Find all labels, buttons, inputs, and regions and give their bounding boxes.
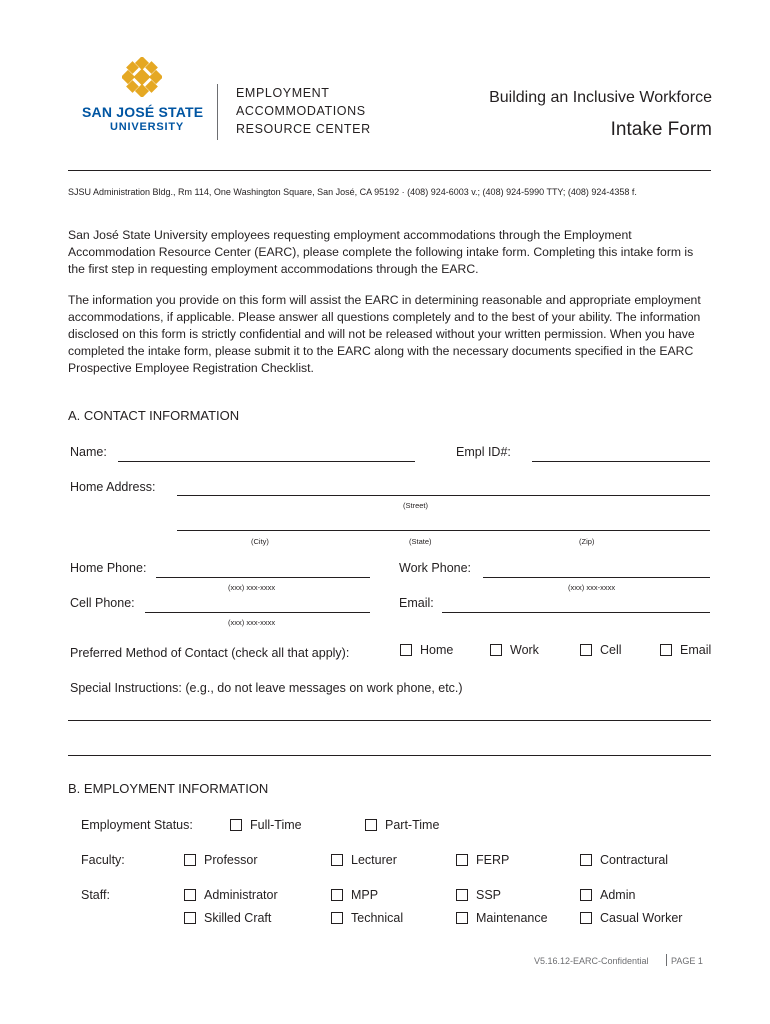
state-hint: (State) xyxy=(409,537,432,546)
cell-phone-hint: (xxx) xxx-xxxx xyxy=(228,618,276,627)
intro-paragraph-1: San José State University employees requesting employment accommodations through the Employment Accommodation Resource Center (EARC), please complete the following intake form. Completing this intake form is the first step in requesting employment accommodations through the EARC. xyxy=(68,228,694,276)
mpp-checkbox[interactable] xyxy=(331,888,378,902)
checkbox-box[interactable] xyxy=(230,819,242,831)
checkbox-label: Part-Time xyxy=(385,818,440,832)
checkbox-label: Admin xyxy=(600,888,636,902)
checkbox-box[interactable] xyxy=(580,912,592,924)
street-field[interactable] xyxy=(177,495,710,496)
special-instructions-line-2[interactable] xyxy=(68,755,711,756)
form-title: Intake Form xyxy=(610,119,712,140)
page-number: PAGE 1 xyxy=(671,956,703,966)
checkbox-label: Work xyxy=(510,643,539,657)
checkbox-label: Skilled Craft xyxy=(204,911,272,925)
checkbox-box[interactable] xyxy=(580,854,592,866)
logo-university-sub: UNIVERSITY xyxy=(110,121,185,133)
special-instructions-label: Special Instructions: (e.g., do not leave messages on work phone, etc.) xyxy=(70,681,463,695)
footer-divider xyxy=(666,954,667,966)
checkbox-box[interactable] xyxy=(456,854,468,866)
casual-worker-checkbox[interactable] xyxy=(580,911,682,925)
name-field[interactable] xyxy=(118,461,415,462)
work-phone-label: Work Phone: xyxy=(399,561,472,575)
checkbox-label: Cell xyxy=(600,643,622,657)
contact-work-checkbox[interactable] xyxy=(490,643,539,657)
skilled-craft-checkbox[interactable] xyxy=(184,911,271,925)
employment-status-label: Employment Status: xyxy=(81,818,193,832)
administrator-checkbox[interactable] xyxy=(184,888,278,902)
work-phone-hint: (xxx) xxx-xxxx xyxy=(568,583,616,592)
professor-checkbox[interactable] xyxy=(184,853,258,867)
home-phone-field[interactable] xyxy=(156,577,370,578)
contractural-checkbox[interactable] xyxy=(580,853,668,867)
earc-name-line-2: ACCOMMODATIONS xyxy=(236,104,366,118)
cell-phone-label: Cell Phone: xyxy=(70,596,135,610)
header-title: Building an Inclusive Workforce xyxy=(489,89,712,106)
contact-email-checkbox[interactable] xyxy=(660,643,711,657)
checkbox-box[interactable] xyxy=(580,889,592,901)
checkbox-box[interactable] xyxy=(331,854,343,866)
checkbox-box[interactable] xyxy=(184,889,196,901)
checkbox-box[interactable] xyxy=(456,889,468,901)
logo-divider xyxy=(217,84,218,140)
header-divider xyxy=(68,170,711,171)
empl-id-label: Empl ID#: xyxy=(456,445,511,459)
staff-label: Staff: xyxy=(81,888,110,902)
contact-home-checkbox[interactable] xyxy=(400,643,453,657)
special-instructions-line-1[interactable] xyxy=(68,720,711,721)
checkbox-label: Home xyxy=(420,643,454,657)
part-time-checkbox[interactable] xyxy=(365,818,439,832)
ferp-checkbox[interactable] xyxy=(456,853,509,867)
zip-hint: (Zip) xyxy=(579,537,595,546)
checkbox-box[interactable] xyxy=(490,644,502,656)
empl-id-field[interactable] xyxy=(532,461,710,462)
checkbox-label: Full-Time xyxy=(250,818,302,832)
checkbox-box[interactable] xyxy=(456,912,468,924)
checkbox-label: Email xyxy=(680,643,712,657)
checkbox-box[interactable] xyxy=(331,889,343,901)
contact-cell-checkbox[interactable] xyxy=(580,643,622,657)
checkbox-label: Lecturer xyxy=(351,853,397,867)
home-address-label: Home Address: xyxy=(70,480,156,494)
checkbox-label: Professor xyxy=(204,853,258,867)
checkbox-label: FERP xyxy=(476,853,510,867)
checkbox-box[interactable] xyxy=(400,644,412,656)
checkbox-label: Administrator xyxy=(204,888,278,902)
sjsu-logo-icon xyxy=(122,57,162,97)
intro-paragraph-2: The information you provide on this form will assist the EARC in determining reasonable and appropriate employment accommodations, if applicable. Please answer all questions completely and to the best of your ability. The information disclosed on this form is strictly confidential and will not be released without your written permission. When you have completed the intake form, please submit it to the EARC along with the necessary documents specified in the EARC Prospective Employee Registration Checklist. xyxy=(68,293,701,375)
checkbox-box[interactable] xyxy=(184,912,196,924)
preferred-contact-label: Preferred Method of Contact (check all that apply): xyxy=(70,646,350,660)
technical-checkbox[interactable] xyxy=(331,911,403,925)
version-label: V5.16.12-EARC-Confidential xyxy=(534,956,649,966)
checkbox-box[interactable] xyxy=(184,854,196,866)
home-phone-hint: (xxx) xxx-xxxx xyxy=(228,583,276,592)
work-phone-field[interactable] xyxy=(483,577,710,578)
checkbox-label: Casual Worker xyxy=(600,911,683,925)
faculty-label: Faculty: xyxy=(81,853,125,867)
ssp-checkbox[interactable] xyxy=(456,888,501,902)
cell-phone-field[interactable] xyxy=(145,612,370,613)
checkbox-label: Contractural xyxy=(600,853,669,867)
lecturer-checkbox[interactable] xyxy=(331,853,397,867)
earc-name-line-1: EMPLOYMENT xyxy=(236,86,330,100)
checkbox-label: MPP xyxy=(351,888,379,902)
section-employment-title: B. EMPLOYMENT INFORMATION xyxy=(68,781,269,796)
logo-university-name: SAN JOSÉ STATE xyxy=(82,104,204,120)
street-hint: (Street) xyxy=(403,501,429,510)
checkbox-label: SSP xyxy=(476,888,502,902)
full-time-checkbox[interactable] xyxy=(230,818,302,832)
checkbox-box[interactable] xyxy=(660,644,672,656)
city-hint: (City) xyxy=(251,537,269,546)
checkbox-label: Maintenance xyxy=(476,911,548,925)
maintenance-checkbox[interactable] xyxy=(456,911,548,925)
admin-checkbox[interactable] xyxy=(580,888,635,902)
name-label: Name: xyxy=(70,445,107,459)
email-field[interactable] xyxy=(442,612,710,613)
section-contact-title: A. CONTACT INFORMATION xyxy=(68,408,240,423)
earc-name-line-3: RESOURCE CENTER xyxy=(236,122,371,136)
office-address: SJSU Administration Bldg., Rm 114, One Washington Square, San José, CA 95192 · (408) 924-6003 v.; (408) 924-5990 TTY; (408) 924-4358 f. xyxy=(68,187,637,197)
checkbox-box[interactable] xyxy=(331,912,343,924)
checkbox-label: Technical xyxy=(351,911,404,925)
email-label: Email: xyxy=(399,596,434,610)
checkbox-box[interactable] xyxy=(365,819,377,831)
home-phone-label: Home Phone: xyxy=(70,561,147,575)
city-state-zip-field[interactable] xyxy=(177,530,710,531)
checkbox-box[interactable] xyxy=(580,644,592,656)
